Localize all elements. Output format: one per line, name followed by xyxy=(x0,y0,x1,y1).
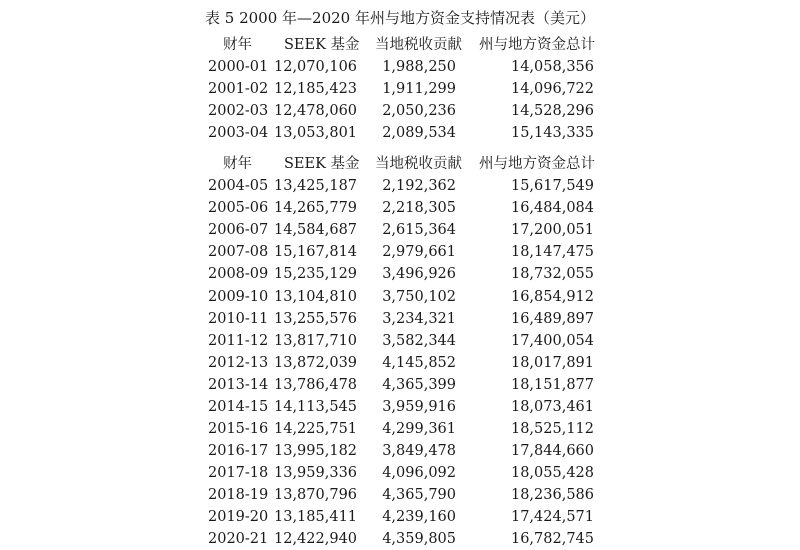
header-tax: 当地税收贡献 xyxy=(375,37,462,53)
table-row xyxy=(0,352,800,374)
cell-year: 2015-16 xyxy=(208,420,269,437)
table-row xyxy=(0,506,800,528)
table-row xyxy=(0,440,800,462)
funding-table xyxy=(0,34,800,550)
cell-tax: 2,089,534 xyxy=(382,125,456,142)
cell-total: 15,617,549 xyxy=(510,178,594,195)
cell-year: 2003-04 xyxy=(208,125,269,142)
cell-tax: 3,750,102 xyxy=(382,288,456,305)
cell-seek: 14,113,545 xyxy=(274,398,358,415)
cell-total: 18,017,891 xyxy=(510,354,594,371)
cell-total: 18,732,055 xyxy=(510,266,594,283)
cell-tax: 4,239,160 xyxy=(382,508,456,525)
cell-seek: 12,478,060 xyxy=(274,103,358,120)
cell-tax: 3,849,478 xyxy=(382,442,456,459)
cell-year: 2011-12 xyxy=(208,332,269,349)
cell-year: 2005-06 xyxy=(208,200,269,217)
cell-total: 18,236,586 xyxy=(510,486,594,503)
header-total: 州与地方资金总计 xyxy=(479,156,595,173)
cell-total: 18,151,877 xyxy=(510,376,594,393)
table-header-row xyxy=(0,34,800,56)
cell-seek: 14,225,751 xyxy=(274,420,358,437)
cell-seek: 13,872,039 xyxy=(274,354,358,371)
table-header-row xyxy=(0,153,800,175)
cell-year: 2010-11 xyxy=(208,310,269,327)
cell-tax: 3,582,344 xyxy=(382,332,456,349)
cell-seek: 13,053,801 xyxy=(274,125,358,142)
table-row xyxy=(0,122,800,144)
table-row xyxy=(0,197,800,219)
table-row xyxy=(0,263,800,285)
cell-year: 2002-03 xyxy=(208,103,269,120)
table-title: 表 5 2000 年—2020 年州与地方资金支持情况表（美元） xyxy=(205,9,595,27)
cell-total: 16,484,084 xyxy=(510,200,594,217)
cell-year: 2007-08 xyxy=(208,244,269,261)
cell-seek: 13,255,576 xyxy=(274,310,358,327)
header-total: 州与地方资金总计 xyxy=(479,37,595,53)
cell-total: 17,844,660 xyxy=(510,442,594,459)
table-row xyxy=(0,374,800,396)
cell-year: 2009-10 xyxy=(208,288,269,305)
cell-tax: 1,911,299 xyxy=(382,81,456,98)
cell-total: 16,489,897 xyxy=(510,310,594,327)
cell-year: 2001-02 xyxy=(208,81,269,98)
cell-year: 2018-19 xyxy=(208,486,269,503)
cell-tax: 2,615,364 xyxy=(382,222,456,239)
cell-total: 17,424,571 xyxy=(510,508,594,525)
table-row xyxy=(0,528,800,550)
cell-year: 2012-13 xyxy=(208,354,269,371)
header-tax: 当地税收贡献 xyxy=(375,156,462,173)
cell-total: 14,096,722 xyxy=(510,81,594,98)
cell-total: 14,058,356 xyxy=(510,59,594,76)
cell-tax: 4,359,805 xyxy=(382,531,456,548)
cell-total: 18,073,461 xyxy=(510,398,594,415)
cell-seek: 14,584,687 xyxy=(274,222,358,239)
table-row xyxy=(0,78,800,100)
cell-tax: 4,299,361 xyxy=(382,420,456,437)
cell-year: 2008-09 xyxy=(208,266,269,283)
cell-seek: 14,265,779 xyxy=(274,200,358,217)
cell-year: 2006-07 xyxy=(208,222,269,239)
cell-seek: 13,104,810 xyxy=(274,288,358,305)
section-gap xyxy=(0,144,800,153)
cell-seek: 13,185,411 xyxy=(274,508,358,525)
cell-seek: 13,786,478 xyxy=(274,376,358,393)
header-seek: SEEK 基金 xyxy=(284,156,360,173)
table-row xyxy=(0,56,800,78)
cell-total: 14,528,296 xyxy=(510,103,594,120)
cell-tax: 4,365,790 xyxy=(382,486,456,503)
cell-seek: 13,817,710 xyxy=(274,332,358,349)
table-row xyxy=(0,100,800,122)
cell-total: 18,055,428 xyxy=(510,464,594,481)
cell-total: 17,400,054 xyxy=(510,332,594,349)
cell-tax: 1,988,250 xyxy=(382,59,456,76)
cell-total: 16,854,912 xyxy=(510,288,594,305)
cell-tax: 2,192,362 xyxy=(382,178,456,195)
cell-total: 16,782,745 xyxy=(510,531,594,548)
header-year: 财年 xyxy=(223,156,252,173)
cell-seek: 13,959,336 xyxy=(274,464,358,481)
table-row xyxy=(0,286,800,308)
table-row xyxy=(0,418,800,440)
cell-year: 2017-18 xyxy=(208,464,269,481)
cell-tax: 2,050,236 xyxy=(382,103,456,120)
cell-tax: 4,365,399 xyxy=(382,376,456,393)
table-row xyxy=(0,175,800,197)
cell-seek: 15,235,129 xyxy=(274,266,358,283)
table-row xyxy=(0,396,800,418)
cell-seek: 13,425,187 xyxy=(274,178,358,195)
cell-total: 18,525,112 xyxy=(510,420,594,437)
cell-total: 15,143,335 xyxy=(510,125,594,142)
table-row xyxy=(0,330,800,352)
cell-year: 2004-05 xyxy=(208,178,269,195)
cell-year: 2020-21 xyxy=(208,531,269,548)
header-seek: SEEK 基金 xyxy=(284,37,360,53)
cell-seek: 13,995,182 xyxy=(274,442,358,459)
cell-seek: 12,070,106 xyxy=(274,59,358,76)
cell-tax: 3,496,926 xyxy=(382,266,456,283)
header-year: 财年 xyxy=(223,37,252,53)
cell-year: 2014-15 xyxy=(208,398,269,415)
table-row xyxy=(0,484,800,506)
table-row xyxy=(0,462,800,484)
cell-year: 2019-20 xyxy=(208,508,269,525)
cell-tax: 3,234,321 xyxy=(382,310,456,327)
table-row xyxy=(0,219,800,241)
cell-total: 18,147,475 xyxy=(510,244,594,261)
cell-year: 2013-14 xyxy=(208,376,269,393)
cell-tax: 4,145,852 xyxy=(382,354,456,371)
cell-seek: 15,167,814 xyxy=(274,244,358,261)
cell-seek: 12,422,940 xyxy=(274,531,358,548)
cell-year: 2016-17 xyxy=(208,442,269,459)
table-row xyxy=(0,241,800,263)
cell-tax: 3,959,916 xyxy=(382,398,456,415)
cell-total: 17,200,051 xyxy=(510,222,594,239)
cell-seek: 12,185,423 xyxy=(274,81,358,98)
table-row xyxy=(0,308,800,330)
cell-tax: 2,979,661 xyxy=(382,244,456,261)
cell-seek: 13,870,796 xyxy=(274,486,358,503)
cell-tax: 2,218,305 xyxy=(382,200,456,217)
cell-tax: 4,096,092 xyxy=(382,464,456,481)
cell-year: 2000-01 xyxy=(208,59,269,76)
